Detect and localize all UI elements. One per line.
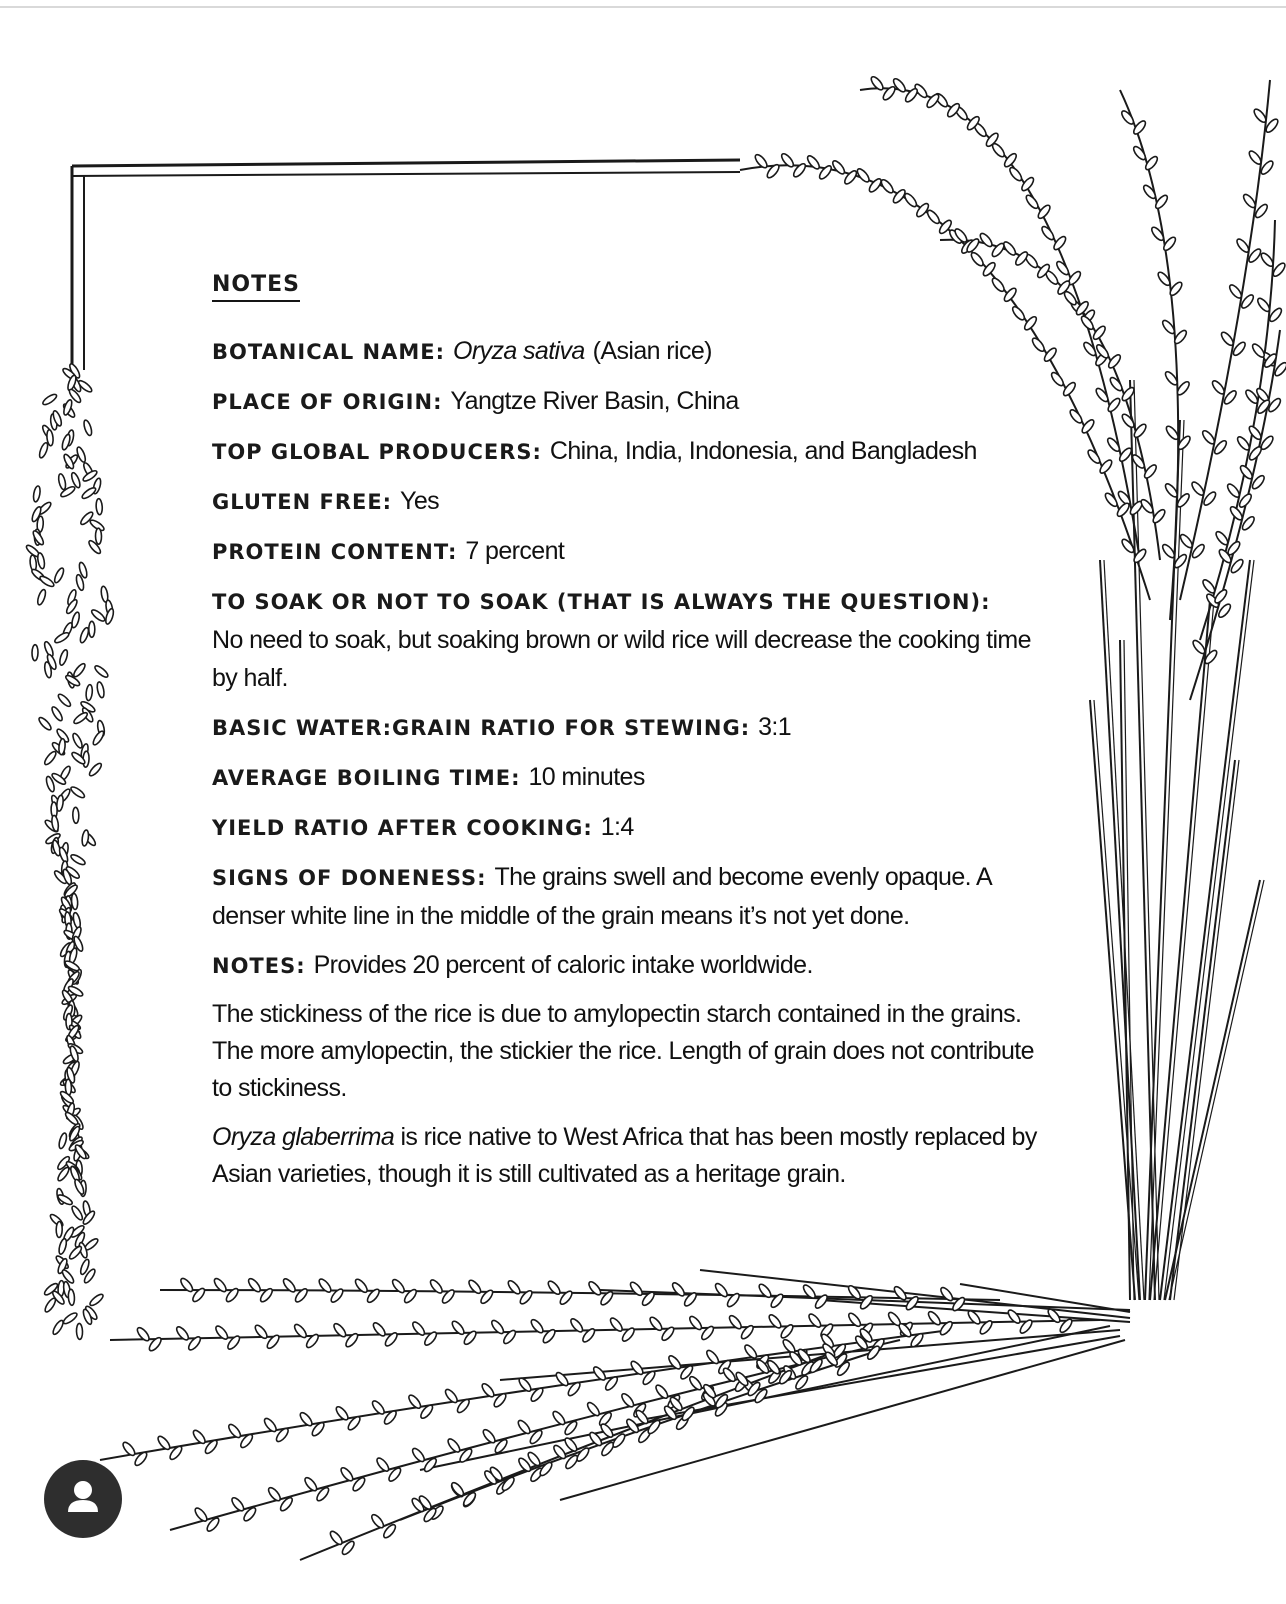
- fact-value: 1:4: [600, 813, 634, 841]
- fact-value: Yes: [400, 487, 440, 515]
- fact-value: 7 percent: [465, 537, 565, 565]
- species-name: Oryza glaberrima: [212, 1123, 395, 1151]
- fact-value: No need to soak, but soaking brown or wild rice will decrease the cooking time by half.: [212, 626, 1031, 692]
- rice-grain: [939, 1286, 955, 1303]
- rice-grain: [93, 664, 109, 679]
- rice-grain: [96, 681, 105, 698]
- fact-value: China, India, Indonesia, and Bangladesh: [549, 437, 977, 465]
- rice-grain: [95, 528, 101, 544]
- rice-grain: [32, 645, 38, 661]
- fact-botanical-name: [212, 332, 1042, 371]
- rice-grain: [1191, 639, 1207, 656]
- rice-grain: [38, 442, 49, 459]
- rice-grain: [53, 631, 70, 645]
- rice-grain: [57, 693, 73, 709]
- rice-grain: [1190, 480, 1206, 497]
- rice-grain: [41, 393, 58, 407]
- rice-grain: [1103, 491, 1119, 508]
- rice-grain: [50, 705, 64, 722]
- paragraph-stickiness: The stickiness of the rice is due to amylopectin starch contained in the grains. The more amylopectin, the stickier the rice. Length of grain does not contribute to stickiness.: [212, 1000, 1034, 1102]
- fact-label: NOTES:: [212, 954, 306, 978]
- rice-grain: [71, 732, 84, 749]
- rice-grain: [68, 1289, 75, 1305]
- rice-grain: [69, 785, 85, 799]
- rice-grain: [57, 473, 66, 490]
- rice-grain: [75, 446, 87, 463]
- rice-grain: [36, 589, 47, 606]
- rice-grain: [1236, 435, 1252, 452]
- rice-grain: [58, 1238, 68, 1255]
- rice-grain: [37, 716, 52, 732]
- rice-grain: [81, 830, 89, 847]
- rice-grain: [62, 1311, 78, 1325]
- panicle-stem: [100, 1330, 950, 1460]
- rice-grain: [1251, 342, 1267, 359]
- fact-gluten-free: [212, 482, 1042, 521]
- notes-content: [212, 272, 1042, 1205]
- rice-grain: [831, 159, 847, 176]
- rice-grain: [1228, 283, 1244, 300]
- rice-grain: [1242, 193, 1258, 210]
- fact-label: PLACE OF ORIGIN:: [212, 390, 443, 414]
- rice-grain: [1008, 166, 1024, 183]
- rice-grain: [70, 853, 87, 866]
- rice-grain: [926, 209, 942, 226]
- paragraph-glaberrima: [212, 1119, 1042, 1193]
- user-avatar-icon: [44, 1460, 122, 1538]
- fact-protein-content: [212, 532, 1042, 571]
- stem-line: [1164, 560, 1254, 1300]
- rice-grain: [39, 575, 56, 589]
- fact-top-producers: [212, 432, 1042, 471]
- rice-grain: [104, 608, 115, 625]
- rice-grain: [1235, 237, 1251, 254]
- rice-grain: [1247, 149, 1263, 166]
- rice-grain: [1226, 482, 1242, 499]
- rice-grain: [82, 419, 93, 436]
- rice-grain: [57, 1193, 74, 1206]
- rice-grain: [43, 1297, 57, 1314]
- fact-label: TOP GLOBAL PRODUCERS:: [212, 440, 542, 464]
- rice-grain: [53, 567, 65, 584]
- fact-value: Yangtze River Basin, China: [450, 387, 739, 415]
- fact-label: BOTANICAL NAME:: [212, 340, 446, 364]
- rice-grain: [96, 499, 103, 515]
- fact-value: 3:1: [758, 713, 792, 741]
- rice-grain: [79, 627, 90, 644]
- fact-notes: [212, 946, 1042, 985]
- rice-grain: [1210, 379, 1226, 396]
- user-avatar-button[interactable]: [44, 1460, 122, 1538]
- rice-grain: [1108, 376, 1124, 393]
- fact-label: YIELD RATIO AFTER COOKING:: [212, 816, 593, 840]
- fact-value-italic: Oryza sativa: [452, 337, 585, 365]
- fact-soaking: [212, 582, 1042, 697]
- fact-boiling-time: [212, 758, 1042, 797]
- stem-line: [420, 1326, 1110, 1470]
- fact-label: PROTEIN CONTENT:: [212, 540, 458, 564]
- rice-grain: [37, 552, 46, 569]
- fact-doneness: [212, 858, 1042, 935]
- rice-grain: [81, 486, 97, 500]
- fact-label: BASIC WATER:GRAIN RATIO FOR STEWING:: [212, 716, 751, 740]
- paragraph-text: is rice native to West Africa that has been mostly replaced by Asian varieties, though it is still cultivated as a heritage grain.: [212, 1123, 1037, 1188]
- rice-grain: [1214, 530, 1230, 547]
- fact-place-of-origin: [212, 382, 1042, 421]
- fact-yield-ratio: [212, 808, 1042, 847]
- rice-grain: [1219, 330, 1235, 347]
- rice-grain: [89, 621, 95, 637]
- fact-label: SIGNS OF DONENESS:: [212, 866, 487, 890]
- fact-value: Provides 20 percent of caloric intake worldwide.: [313, 951, 813, 979]
- rice-grain: [56, 1221, 62, 1237]
- rice-grain: [70, 1205, 84, 1222]
- rice-grain: [969, 251, 985, 268]
- fact-label: GLUTEN FREE:: [212, 490, 393, 514]
- rice-grain: [1120, 109, 1136, 126]
- rice-grain: [76, 1323, 83, 1339]
- fact-value: (Asian rice): [592, 337, 712, 365]
- rice-grain: [1201, 429, 1217, 446]
- fact-value: 10 minutes: [528, 763, 645, 791]
- notes-heading: NOTES: [212, 272, 300, 302]
- rice-grain: [51, 1319, 65, 1336]
- rice-grain: [978, 232, 994, 249]
- rice-grain: [73, 807, 80, 823]
- rice-grain: [58, 1132, 68, 1149]
- fact-label: TO SOAK OR NOT TO SOAK (THAT IS ALWAYS THE QUESTION):: [212, 590, 991, 614]
- rice-grain: [85, 684, 93, 701]
- rice-grain: [32, 486, 41, 503]
- rice-grain: [328, 1530, 344, 1547]
- rice-grain: [61, 434, 72, 451]
- panicle-stem: [160, 1290, 1000, 1300]
- rice-grain: [1247, 424, 1263, 441]
- rice-grain: [91, 730, 105, 747]
- rice-grain: [1178, 533, 1194, 550]
- rice-grain: [370, 1513, 386, 1530]
- rice-grain: [88, 1293, 104, 1308]
- rice-grain: [58, 649, 69, 666]
- rice-grain: [43, 750, 58, 766]
- rice-grain: [72, 662, 87, 678]
- rice-grain: [88, 762, 103, 778]
- rice-grain: [71, 893, 78, 909]
- rice-grain: [806, 154, 822, 171]
- rice-grain: [31, 529, 45, 546]
- rice-grain: [1201, 578, 1217, 595]
- fact-label: AVERAGE BOILING TIME:: [212, 766, 521, 790]
- fact-value: The grains swell and become evenly opaque. A denser white line in the middle of the grain means it’s not yet done.: [212, 863, 991, 930]
- fact-water-ratio: [212, 708, 1042, 747]
- rice-grain: [1055, 260, 1071, 277]
- rice-grain: [1086, 448, 1102, 465]
